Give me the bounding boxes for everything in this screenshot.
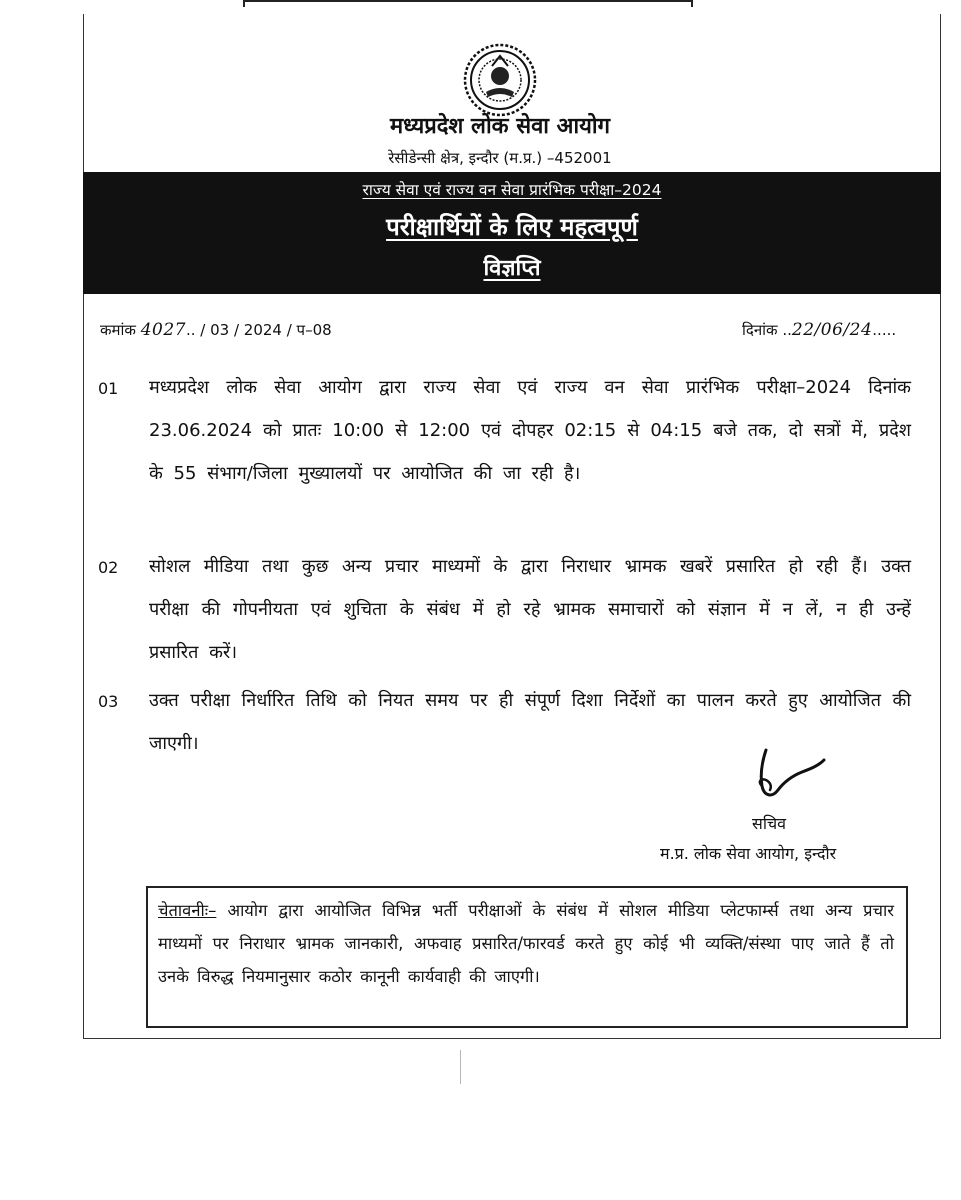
mppsc-seal-icon — [462, 42, 538, 118]
exam-title: राज्य सेवा एवं राज्य वन सेवा प्रारंभिक परीक्षा–2024 — [362, 181, 662, 199]
reference-label: कमांक — [100, 321, 136, 339]
date-label: दिनांक — [742, 321, 778, 339]
notice-word: विज्ञप्ति — [483, 256, 541, 281]
reference-handwritten-number: 4027 — [140, 320, 186, 340]
paragraph-number: 02 — [98, 558, 119, 577]
reference-number: कमांक 4027.. / 03 / 2024 / प–08 — [100, 320, 332, 340]
page-top-edge — [243, 0, 693, 7]
paragraph-text: मध्यप्रदेश लोक सेवा आयोग द्वारा राज्य सेवा एवं राज्य वन सेवा प्रारंभिक परीक्षा–2024 दिनांक 23.06.2024 को प्रातः 10:00 से 12:00 एवं दोपहर 02:15 से 04:15 बजे तक, दो सत्रों में, प्रदेश के 55 संभाग/जिला मुख्यालयों पर आयोजित की जा रही है। — [149, 377, 911, 484]
organization-name: मध्यप्रदेश लोक सेवा आयोग — [390, 114, 610, 139]
organization-address: रेसीडेन्सी क्षेत्र, इन्दौर (म.प्र.) –452001 — [388, 149, 612, 167]
scan-artifact-line — [460, 1050, 461, 1084]
notice-banner — [83, 172, 941, 294]
notice-heading: परीक्षार्थियों के लिए महत्वपूर्ण — [386, 213, 638, 241]
paragraph-number: 01 — [98, 379, 119, 398]
signatory-title: सचिव — [752, 814, 787, 833]
paragraph-number: 03 — [98, 692, 119, 711]
signatory-organization: म.प्र. लोक सेवा आयोग, इन्दौर — [660, 844, 837, 863]
date-handwritten-value: 22/06/24 — [791, 320, 873, 340]
paragraph-text: उक्त परीक्षा निर्धारित तिथि को नियत समय पर ही संपूर्ण दिशा निर्देशों का पालन करते हुए आयोजित की जाएगी। — [149, 690, 911, 754]
warning-label: चेतावनीः– — [158, 901, 217, 920]
notice-date: दिनांक ..22/06/24..... — [742, 320, 897, 340]
reference-suffix: / 03 / 2024 / प–08 — [200, 321, 332, 339]
signature-icon — [752, 742, 828, 806]
paragraph-text: सोशल मीडिया तथा कुछ अन्य प्रचार माध्यमों के द्वारा निराधार भ्रामक खबरें प्रसारित हो रही हैं। उक्त परीक्षा की गोपनीयता एवं शुचिता के संबंध में हो रहे भ्रामक समाचारों को संज्ञान में न लें, न ही उन्हें प्रसारित करें। — [149, 556, 911, 663]
warning-content — [158, 894, 894, 993]
warning-box — [146, 886, 908, 1028]
warning-text: आयोग द्वारा आयोजित विभिन्न भर्ती परीक्षाओं के संबंध में सोशल मीडिया प्लेटफार्म्स तथा अन्य प्रचार माध्यमों पर निराधार भ्रामक जानकारी, अफवाह प्रसारित/फारवर्ड करते हुए कोई भी व्यक्ति/संस्था पाए जाते हैं तो उनके विरुद्ध नियमानुसार कठोर कानूनी कार्यवाही की जाएगी। — [158, 901, 894, 986]
